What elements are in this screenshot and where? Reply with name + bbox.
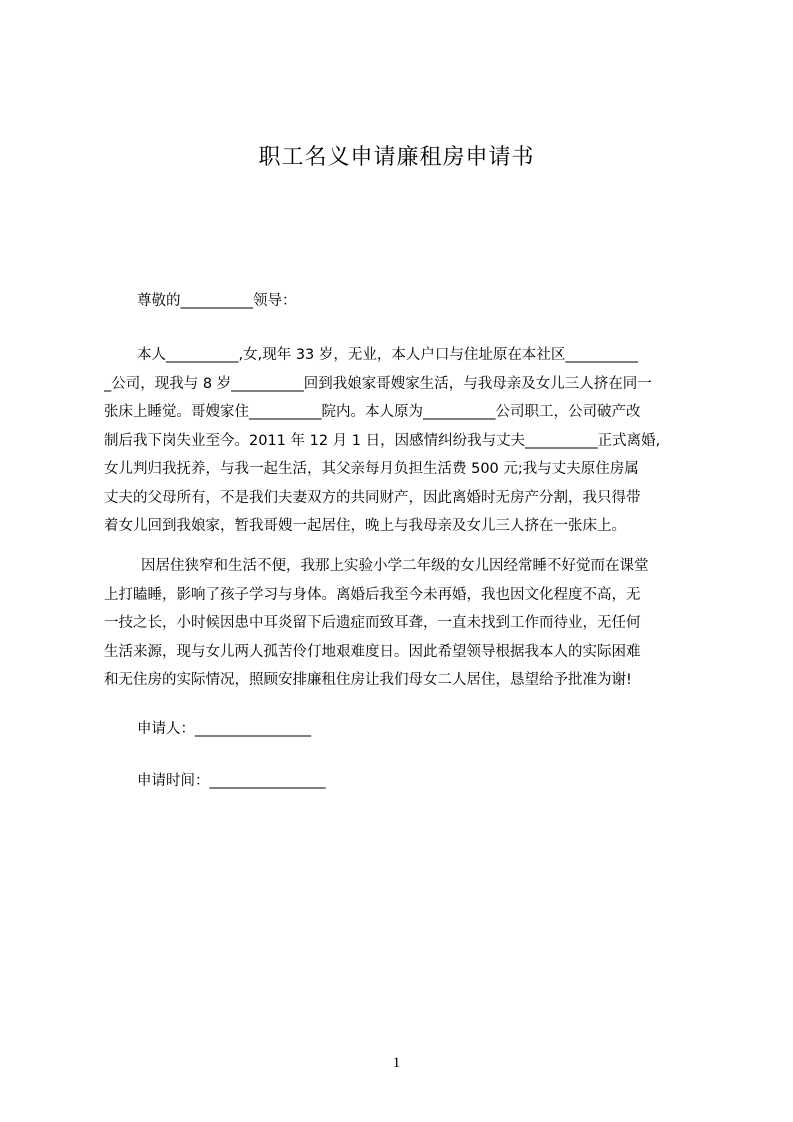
paragraph-line: 一技之长，小时候因患中耳炎留下后遗症而致耳聋，一直未找到工作而待业，无任何 bbox=[104, 615, 641, 631]
page-number: 1 bbox=[392, 1055, 401, 1071]
paragraph-line: 因居住狭窄和生活不便，我那上实验小学二年级的女儿因经常睡不好觉而在课堂 bbox=[141, 558, 649, 574]
paragraph-line: 和无住房的实际情况，照顾安排廉租住房让我们母女二人居住，恳望给予批准为谢! bbox=[104, 672, 632, 688]
paragraph-1 bbox=[104, 341, 702, 541]
application-time-line: 申请时间：________________ bbox=[137, 773, 326, 789]
paragraph-2 bbox=[104, 552, 702, 695]
paragraph-line: 上打瞌睡，影响了孩子学习与身体。离婚后我至今未再婚，我也因文化程度不高，无 bbox=[104, 586, 641, 603]
paragraph-line: 丈夫的父母所有，不是我们夫妻双方的共同财产，因此离婚时无房产分割，我只得带 bbox=[104, 489, 641, 506]
paragraph-line: 本人__________,女,现年 33 岁，无业，本人户口与住址原在本社区__________ bbox=[137, 347, 638, 363]
greeting-line: 尊敬的__________领导： bbox=[137, 293, 297, 309]
applicant-signature-line: 申请人：________________ bbox=[137, 721, 311, 737]
paragraph-line: 女儿判归我抚养，与我一起生活，其父亲每月负担生活费 500 元;我与丈夫原住房属 bbox=[104, 461, 639, 477]
paragraph-line: 着女儿回到我娘家，暂我哥嫂一起居住，晚上与我母亲及女儿三人挤在一张床上。 bbox=[104, 518, 626, 534]
paragraph-line: _公司，现我与 8 岁__________回到我娘家哥嫂家生活，与我母亲及女儿三人挤在同一 bbox=[104, 375, 652, 392]
document-title: 职工名义申请廉租房申请书 bbox=[258, 145, 535, 170]
paragraph-line: 张床上睡觉。哥嫂家住__________院内。本人原为__________公司职工，公司破产改 bbox=[104, 404, 641, 420]
paragraph-line: 生活来源，现与女儿两人孤苦伶仃地艰难度日。因此希望领导根据我本人的实际困难 bbox=[104, 643, 641, 660]
paragraph-line: 制后我下岗失业至今。2011 年 12 月 1 日，因感情纠纷我与丈夫__________正式离婚, bbox=[104, 432, 661, 449]
